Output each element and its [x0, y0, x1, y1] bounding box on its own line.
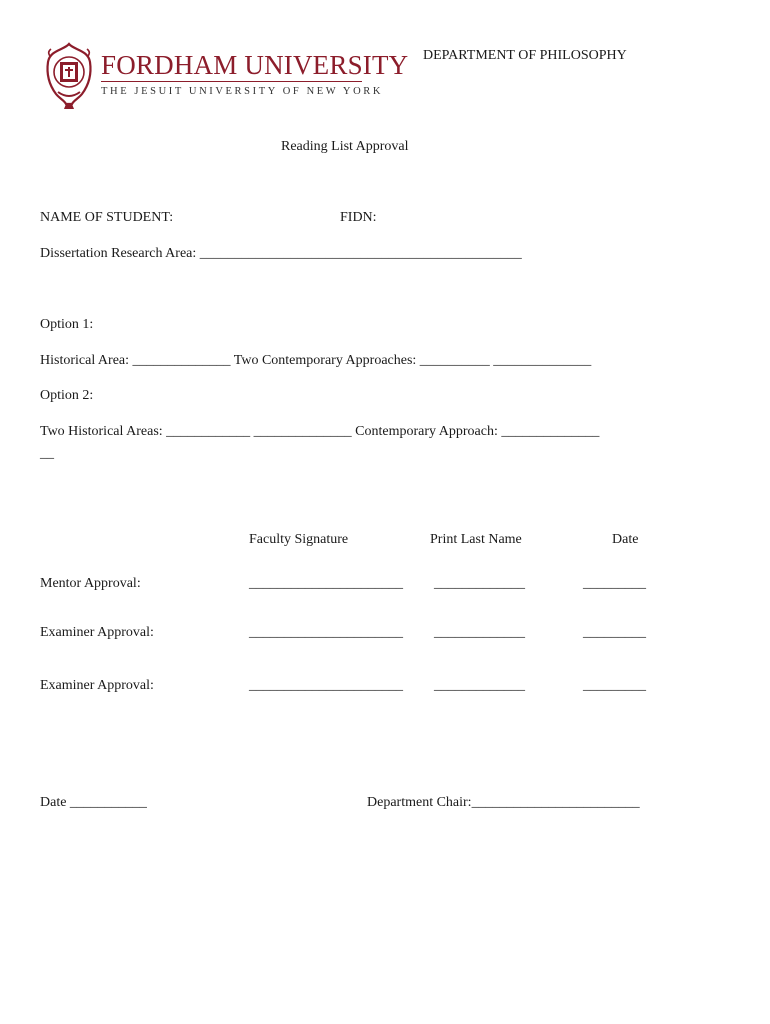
date-header: Date: [612, 532, 639, 547]
form-title: Reading List Approval: [281, 139, 409, 154]
faculty-signature-header: Faculty Signature: [249, 532, 349, 547]
option-2-fields[interactable]: Two Historical Areas: ____________ ______________ Contemporary Approach: ______________: [40, 424, 600, 439]
dissertation-area-field[interactable]: Dissertation Research Area: ______________________________________________: [40, 246, 522, 261]
mentor-last-name-field[interactable]: _____________: [434, 576, 525, 591]
examiner-approval-label: Examiner Approval:: [40, 678, 154, 693]
examiner-signature-field[interactable]: ______________________: [249, 678, 403, 693]
option-2-label: Option 2:: [40, 388, 94, 403]
university-tagline: THE JESUIT UNIVERSITY OF NEW YORK: [101, 86, 384, 97]
option-1-label: Option 1:: [40, 317, 94, 332]
student-name-label: NAME OF STUDENT:: [40, 210, 174, 225]
department-chair-field[interactable]: Department Chair:________________________: [367, 795, 640, 810]
department-title: DEPARTMENT OF PHILOSOPHY: [423, 48, 627, 63]
examiner-date-field[interactable]: _________: [583, 625, 646, 640]
university-name: FORDHAM UNIVERSITY: [101, 50, 409, 80]
footer-date-field[interactable]: Date ___________: [40, 795, 147, 810]
mentor-approval-label: Mentor Approval:: [40, 576, 141, 591]
option-1-fields[interactable]: Historical Area: ______________ Two Contemporary Approaches: __________ ______________: [40, 353, 592, 368]
examiner-signature-field[interactable]: ______________________: [249, 625, 403, 640]
print-last-name-header: Print Last Name: [430, 532, 522, 547]
examiner-last-name-field[interactable]: _____________: [434, 678, 525, 693]
examiner-approval-label: Examiner Approval:: [40, 625, 154, 640]
mentor-signature-field[interactable]: ______________________: [249, 576, 403, 591]
examiner-last-name-field[interactable]: _____________: [434, 625, 525, 640]
university-seal-icon: [44, 42, 94, 110]
brand-divider: [101, 81, 362, 82]
option-2-fields-wrap[interactable]: __: [40, 446, 54, 461]
examiner-date-field[interactable]: _________: [583, 678, 646, 693]
mentor-date-field[interactable]: _________: [583, 576, 646, 591]
fidn-label: FIDN:: [340, 210, 377, 225]
